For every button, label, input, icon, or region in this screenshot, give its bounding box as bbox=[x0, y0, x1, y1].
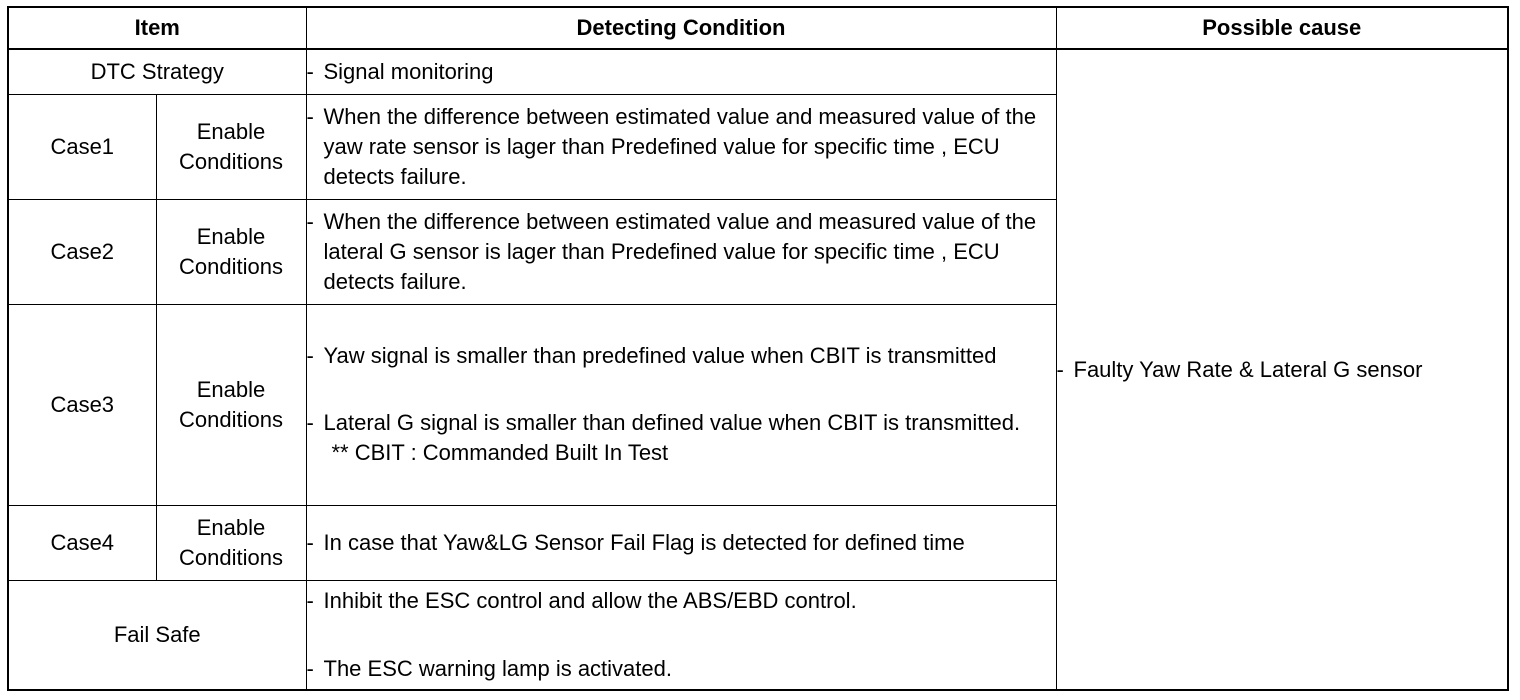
condition-text: Signal monitoring bbox=[323, 58, 494, 84]
bullet-dash: - bbox=[306, 655, 314, 681]
case2-label: Case2 bbox=[8, 199, 156, 304]
condition-text: Inhibit the ESC control and allow the ABS/EBD control. bbox=[323, 587, 857, 613]
case2-enable-conditions: Enable Conditions bbox=[156, 199, 306, 304]
fail-safe-label: Fail Safe bbox=[8, 580, 306, 690]
case1-enable-conditions: Enable Conditions bbox=[156, 94, 306, 199]
header-item: Item bbox=[8, 7, 306, 49]
possible-cause-text: Faulty Yaw Rate & Lateral G sensor bbox=[1073, 356, 1423, 382]
bullet-dash: - bbox=[306, 343, 314, 368]
condition-text: Yaw signal is smaller than predefined value when CBIT is transmitted bbox=[323, 343, 997, 368]
case4-enable-conditions: Enable Conditions bbox=[156, 505, 306, 580]
case3-enable-conditions: Enable Conditions bbox=[156, 304, 306, 505]
condition-text: In case that Yaw&LG Sensor Fail Flag is detected for defined time bbox=[323, 529, 965, 555]
condition-text: Lateral G signal is smaller than defined value when CBIT is transmitted. bbox=[323, 410, 1021, 435]
case3-condition bbox=[306, 304, 1056, 505]
dtc-strategy-label: DTC Strategy bbox=[8, 49, 306, 94]
bullet-dash: - bbox=[306, 587, 314, 613]
fail-safe-condition bbox=[306, 580, 1056, 690]
case1-condition bbox=[306, 94, 1056, 199]
condition-text: When the difference between estimated value and measured value of the yaw rate sensor is lager than Predefined value for specific time , ECU detects failure. bbox=[323, 103, 1037, 189]
dtc-table bbox=[7, 6, 1509, 691]
header-possible-cause: Possible cause bbox=[1056, 7, 1508, 49]
cbit-note: ** CBIT : Commanded Built In Test bbox=[331, 440, 669, 465]
header-row bbox=[8, 7, 1508, 49]
case2-condition bbox=[306, 199, 1056, 304]
bullet-dash: - bbox=[306, 58, 314, 84]
bullet-dash: - bbox=[306, 103, 314, 129]
header-detecting-condition: Detecting Condition bbox=[306, 7, 1056, 49]
bullet-dash: - bbox=[306, 410, 314, 435]
case3-label: Case3 bbox=[8, 304, 156, 505]
table-row-dtc-strategy bbox=[8, 49, 1508, 94]
case4-label: Case4 bbox=[8, 505, 156, 580]
condition-text: When the difference between estimated value and measured value of the lateral G sensor is lager than Predefined value for specific time , ECU detects failure. bbox=[323, 208, 1037, 294]
case4-condition bbox=[306, 505, 1056, 580]
bullet-dash: - bbox=[1056, 356, 1064, 382]
bullet-dash: - bbox=[306, 208, 314, 234]
dtc-strategy-condition bbox=[306, 49, 1056, 94]
case1-label: Case1 bbox=[8, 94, 156, 199]
bullet-dash: - bbox=[306, 529, 314, 555]
condition-text: The ESC warning lamp is activated. bbox=[323, 655, 672, 681]
possible-cause-cell bbox=[1056, 49, 1508, 690]
